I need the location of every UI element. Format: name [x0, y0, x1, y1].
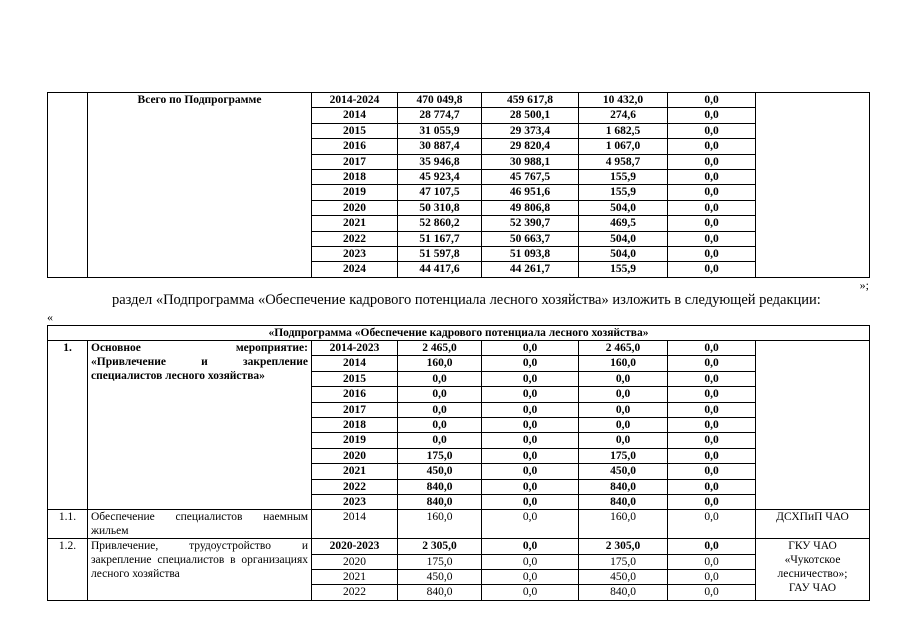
funding-cell: 0,0	[482, 433, 579, 448]
funding-cell: 274,6	[579, 108, 668, 123]
funding-cell: 0,0	[482, 448, 579, 463]
period-cell: 2022	[312, 231, 398, 246]
row-number-cell: 1.	[48, 341, 88, 510]
funding-cell: 0,0	[668, 494, 756, 509]
funding-cell: 0,0	[579, 433, 668, 448]
funding-cell: 0,0	[668, 108, 756, 123]
funding-cell: 0,0	[579, 371, 668, 386]
activity-name-cell: Обеспечение специалистов наемным жильем	[88, 510, 312, 539]
funding-cell: 459 617,8	[482, 93, 579, 108]
funding-cell: 0,0	[668, 464, 756, 479]
period-cell: 2014-2024	[312, 93, 398, 108]
total-cell: 470 049,8	[398, 93, 482, 108]
subprogram-staffing-table	[47, 325, 870, 601]
funding-cell: 450,0	[579, 464, 668, 479]
executor-line: лесничество»;	[777, 568, 848, 581]
funding-cell: 175,0	[579, 448, 668, 463]
total-cell: 45 923,4	[398, 169, 482, 184]
total-cell: 51 167,7	[398, 231, 482, 246]
activity-name-line: Основное мероприятие:	[91, 342, 308, 354]
funding-cell: 0,0	[668, 510, 756, 539]
funding-cell: 504,0	[579, 246, 668, 261]
executor-cell	[756, 539, 870, 601]
funding-cell: 0,0	[482, 356, 579, 371]
funding-cell: 0,0	[668, 169, 756, 184]
period-cell: 2022	[312, 479, 398, 494]
funding-cell: 28 500,1	[482, 108, 579, 123]
funding-cell: 0,0	[668, 479, 756, 494]
executor-cell	[756, 93, 870, 278]
funding-cell: 1 682,5	[579, 123, 668, 138]
total-cell: 450,0	[398, 570, 482, 585]
period-cell: 2018	[312, 169, 398, 184]
funding-cell: 175,0	[579, 554, 668, 569]
period-cell: 2021	[312, 464, 398, 479]
funding-cell: 0,0	[668, 539, 756, 554]
total-cell: 47 107,5	[398, 185, 482, 200]
activity-name-line: специалистов лесного хозяйства»	[91, 370, 265, 382]
funding-cell: 0,0	[482, 371, 579, 386]
funding-cell: 0,0	[668, 123, 756, 138]
funding-cell: 0,0	[668, 356, 756, 371]
funding-cell: 155,9	[579, 262, 668, 277]
funding-cell: 49 806,8	[482, 200, 579, 215]
total-cell: 35 946,8	[398, 154, 482, 169]
table-title: «Подпрограмма «Обеспечение кадрового потенциала лесного хозяйства»	[48, 326, 870, 341]
funding-cell: 840,0	[579, 585, 668, 600]
total-cell: 0,0	[398, 387, 482, 402]
period-cell: 2020	[312, 554, 398, 569]
total-label-cell: Всего по Подпрограмме	[88, 93, 312, 278]
period-cell: 2024	[312, 262, 398, 277]
total-cell: 0,0	[398, 417, 482, 432]
period-cell: 2015	[312, 123, 398, 138]
amendment-instruction-text: раздел «Подпрограмма «Обеспечение кадрового потенциала лесного хозяйства» изложить в следующей редакции:	[112, 292, 821, 308]
funding-cell: 0,0	[668, 433, 756, 448]
funding-cell: 0,0	[668, 154, 756, 169]
table-row	[48, 539, 870, 554]
total-cell: 0,0	[398, 433, 482, 448]
total-cell: 0,0	[398, 371, 482, 386]
period-cell: 2022	[312, 585, 398, 600]
funding-cell: 0,0	[668, 341, 756, 356]
funding-cell: 0,0	[668, 371, 756, 386]
funding-cell: 155,9	[579, 169, 668, 184]
total-cell: 450,0	[398, 464, 482, 479]
period-cell: 2014	[312, 510, 398, 539]
funding-cell: 840,0	[579, 479, 668, 494]
funding-cell: 30 988,1	[482, 154, 579, 169]
subprogram-total-table	[47, 92, 870, 278]
total-cell: 0,0	[398, 402, 482, 417]
funding-cell: 0,0	[668, 93, 756, 108]
funding-cell: 10 432,0	[579, 93, 668, 108]
period-cell: 2017	[312, 402, 398, 417]
total-cell: 50 310,8	[398, 200, 482, 215]
funding-cell: 0,0	[579, 402, 668, 417]
table-title-row	[48, 326, 870, 341]
funding-cell: 50 663,7	[482, 231, 579, 246]
executor-line: ГКУ ЧАО	[788, 540, 837, 553]
total-cell: 175,0	[398, 448, 482, 463]
total-cell: 52 860,2	[398, 216, 482, 231]
funding-cell: 0,0	[668, 231, 756, 246]
funding-cell: 0,0	[482, 539, 579, 554]
funding-cell: 840,0	[579, 494, 668, 509]
funding-cell: 504,0	[579, 200, 668, 215]
period-cell: 2020	[312, 448, 398, 463]
funding-cell: 0,0	[482, 510, 579, 539]
funding-cell: 0,0	[668, 585, 756, 600]
funding-cell: 0,0	[482, 341, 579, 356]
total-cell: 840,0	[398, 479, 482, 494]
period-cell: 2023	[312, 246, 398, 261]
funding-cell: 160,0	[579, 356, 668, 371]
total-cell: 160,0	[398, 510, 482, 539]
funding-cell: 29 373,4	[482, 123, 579, 138]
funding-cell: 52 390,7	[482, 216, 579, 231]
funding-cell: 0,0	[668, 200, 756, 215]
period-cell: 2016	[312, 387, 398, 402]
funding-cell: 46 951,6	[482, 185, 579, 200]
row-number-cell: 1.1.	[48, 510, 88, 539]
executor-line: «Чукотское	[784, 554, 841, 567]
funding-cell: 0,0	[668, 387, 756, 402]
total-cell: 2 305,0	[398, 539, 482, 554]
funding-cell: 160,0	[579, 510, 668, 539]
funding-cell: 0,0	[482, 494, 579, 509]
funding-cell: 4 958,7	[579, 154, 668, 169]
funding-cell: 0,0	[482, 417, 579, 432]
total-cell: 840,0	[398, 494, 482, 509]
row-number-cell	[48, 93, 88, 278]
funding-cell: 51 093,8	[482, 246, 579, 261]
table-row	[48, 93, 870, 108]
funding-cell: 0,0	[668, 570, 756, 585]
period-cell: 2014	[312, 108, 398, 123]
period-cell: 2017	[312, 154, 398, 169]
total-cell: 44 417,6	[398, 262, 482, 277]
funding-cell: 0,0	[482, 464, 579, 479]
funding-cell: 0,0	[668, 262, 756, 277]
funding-cell: 504,0	[579, 231, 668, 246]
opening-quote-mark: «	[47, 310, 53, 324]
total-cell: 840,0	[398, 585, 482, 600]
funding-cell: 0,0	[482, 479, 579, 494]
funding-cell: 1 067,0	[579, 139, 668, 154]
total-cell: 160,0	[398, 356, 482, 371]
closing-quote-mark: »;	[859, 278, 869, 292]
period-cell: 2014	[312, 356, 398, 371]
period-cell: 2018	[312, 417, 398, 432]
period-cell: 2021	[312, 570, 398, 585]
total-cell: 51 597,8	[398, 246, 482, 261]
table-row	[48, 510, 870, 539]
funding-cell: 0,0	[668, 448, 756, 463]
funding-cell: 0,0	[668, 139, 756, 154]
executor-cell	[756, 341, 870, 510]
executor-cell: ДСХПиП ЧАО	[756, 510, 870, 539]
funding-cell: 0,0	[482, 585, 579, 600]
funding-cell: 0,0	[482, 387, 579, 402]
funding-cell: 469,5	[579, 216, 668, 231]
total-cell: 28 774,7	[398, 108, 482, 123]
funding-cell: 0,0	[668, 417, 756, 432]
period-cell: 2015	[312, 371, 398, 386]
funding-cell: 0,0	[668, 246, 756, 261]
total-cell: 30 887,4	[398, 139, 482, 154]
funding-cell: 0,0	[482, 402, 579, 417]
activity-name-cell: Привлечение, трудоустройство и закрепление специалистов в организациях лесного хозяйства	[88, 539, 312, 601]
funding-cell: 0,0	[482, 570, 579, 585]
executor-line: ГАУ ЧАО	[788, 582, 837, 595]
funding-cell: 45 767,5	[482, 169, 579, 184]
period-cell: 2021	[312, 216, 398, 231]
activity-name-line: «Привлечение и закрепление	[91, 356, 308, 368]
funding-cell: 2 305,0	[579, 539, 668, 554]
period-cell: 2016	[312, 139, 398, 154]
total-cell: 175,0	[398, 554, 482, 569]
funding-cell: 450,0	[579, 570, 668, 585]
period-cell: 2019	[312, 185, 398, 200]
table-row	[48, 341, 870, 356]
funding-cell: 0,0	[668, 185, 756, 200]
period-cell: 2020-2023	[312, 539, 398, 554]
total-cell: 2 465,0	[398, 341, 482, 356]
funding-cell: 29 820,4	[482, 139, 579, 154]
funding-cell: 0,0	[579, 417, 668, 432]
row-number-cell: 1.2.	[48, 539, 88, 601]
funding-cell: 0,0	[668, 216, 756, 231]
funding-cell: 0,0	[482, 554, 579, 569]
period-cell: 2023	[312, 494, 398, 509]
funding-cell: 2 465,0	[579, 341, 668, 356]
funding-cell: 0,0	[668, 402, 756, 417]
period-cell: 2019	[312, 433, 398, 448]
funding-cell: 0,0	[668, 554, 756, 569]
activity-name-cell	[88, 341, 312, 510]
period-cell: 2014-2023	[312, 341, 398, 356]
total-cell: 31 055,9	[398, 123, 482, 138]
period-cell: 2020	[312, 200, 398, 215]
funding-cell: 155,9	[579, 185, 668, 200]
funding-cell: 44 261,7	[482, 262, 579, 277]
funding-cell: 0,0	[579, 387, 668, 402]
